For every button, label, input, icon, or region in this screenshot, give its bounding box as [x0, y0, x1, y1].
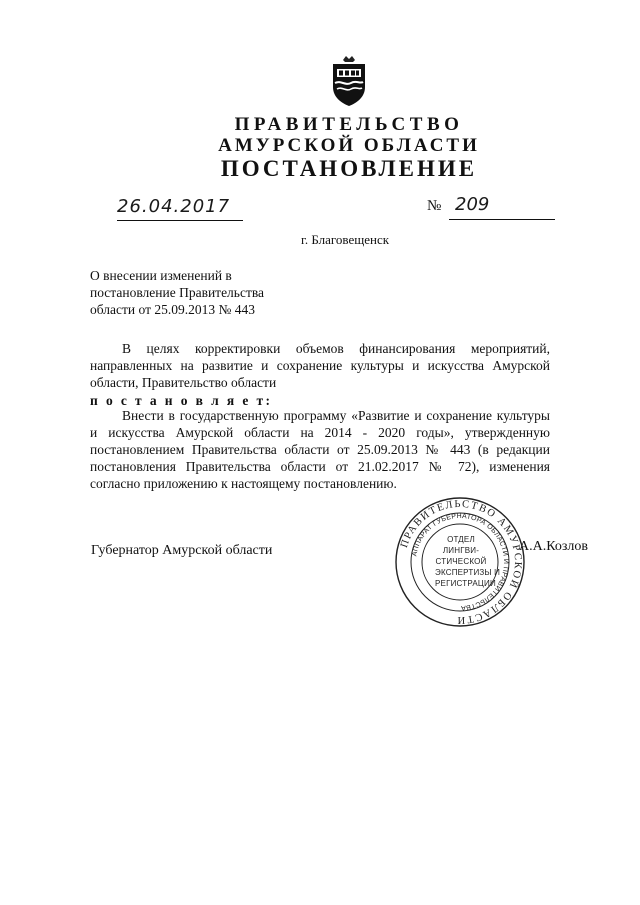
seal-center-text [435, 534, 501, 589]
coat-of-arms-icon [329, 55, 369, 107]
region-title: АМУРСКОЙ ОБЛАСТИ [218, 135, 480, 156]
city-line: г. Благовещенск [300, 232, 390, 247]
date-field [117, 196, 243, 221]
preamble-paragraph [90, 340, 550, 391]
government-title: ПРАВИТЕЛЬСТВО [234, 114, 464, 135]
text-line: и искусства Амурской области на 2014 - 2020 годы», утвержденную [90, 425, 550, 440]
text-line: согласно приложению к настоящему постановлению. [90, 476, 397, 491]
subject-line: области от 25.09.2013 № 443 [90, 302, 255, 317]
seal-inner-text: АППАРАТ ГУБЕРНАТОРА ОБЛАСТИ И ПРАВИТЕЛЬСТВА [411, 512, 510, 612]
subject-line: постановление Правительства [90, 285, 265, 300]
resolution-paragraph [90, 407, 550, 492]
seal-outer-text: ПРАВИТЕЛЬСТВО АМУРСКОЙ ОБЛАСТИ [398, 498, 524, 626]
document-type-title: ПОСТАНОВЛЕНИЕ [220, 156, 478, 181]
text-line: В целях корректировки объемов финансирования мероприятий, [122, 341, 550, 356]
text-line: области, Правительство области [90, 375, 277, 390]
text-line: постановлением Правительства области от 25.09.2013 № 443 (в редакции [90, 442, 550, 457]
seal-center-line: ЭКСПЕРТИЗЫ И [435, 568, 501, 577]
subject-line: О внесении изменений в [90, 268, 232, 283]
text-line: постановления Правительства области от 21.02.2017 № 72), изменения [90, 459, 550, 474]
seal-center-line: РЕГИСТРАЦИИ [435, 579, 496, 588]
number-label: № [427, 198, 442, 214]
number-underline [449, 219, 555, 220]
handwritten-date: 26.04.2017 [117, 196, 231, 217]
text-line: направленных на развитие и сохранение культуры и искусства Амурской [90, 358, 550, 373]
decree-word: п о с т а н о в л я е т: [90, 393, 273, 408]
handwritten-number: 209 [455, 194, 490, 215]
subject-block [90, 267, 264, 318]
signatory-position: Губернатор Амурской области [91, 543, 273, 558]
seal-center-line: ОТДЕЛ [447, 535, 475, 544]
seal-center-line: ЛИНГВИ- [442, 546, 480, 555]
signatory-name: А.А.Козлов [519, 539, 588, 554]
number-field [427, 196, 555, 220]
text-line: Внести в государственную программу «Развитие и сохранение культуры [122, 408, 550, 423]
seal-center-line: СТИЧЕСКОЙ [435, 557, 487, 566]
